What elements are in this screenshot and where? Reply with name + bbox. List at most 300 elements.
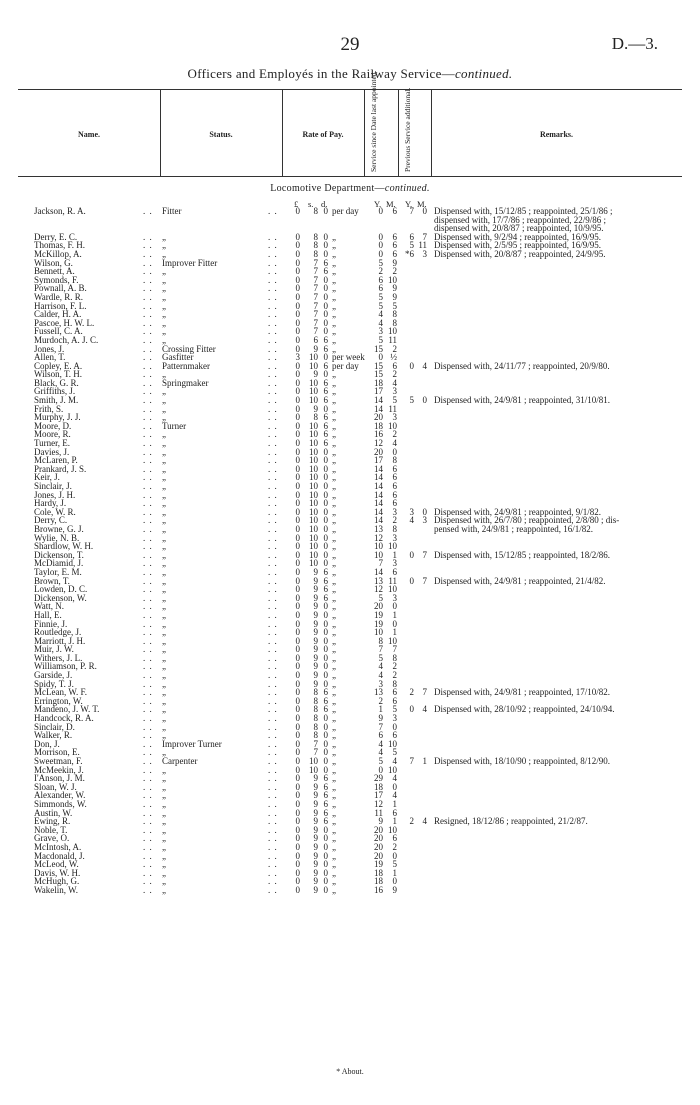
leader-dots: . . (143, 274, 153, 285)
leader-dots: . . (143, 756, 153, 766)
cell-name: Murdoch, A. J. C. (34, 334, 99, 345)
cell-sy: 15 (374, 360, 383, 371)
cell-sy: 20 (374, 850, 383, 861)
header-status: Status. (209, 130, 233, 139)
cell-ps: 7 (313, 326, 318, 337)
table-row (0, 482, 700, 491)
cell-pd: 0 (323, 730, 328, 741)
table-row (0, 611, 700, 620)
cell-name: Frith, S. (34, 403, 64, 414)
leader-dots: . . (143, 360, 153, 371)
leader-dots: . . (268, 824, 278, 835)
table-row (0, 714, 700, 723)
cell-name: Hall, E. (34, 609, 62, 620)
cell-pl: 0 (295, 291, 300, 302)
cell-pm: 7 (422, 231, 427, 242)
cell-name: Sloan, W. J. (34, 781, 77, 792)
cell-name: Pownall, A. B. (34, 283, 87, 294)
cell-pp: „ (332, 635, 336, 646)
table-row (0, 602, 700, 611)
cell-name: Thomas, F. H. (34, 240, 86, 251)
cell-sy: 10 (374, 541, 383, 552)
cell-sm: 1 (392, 867, 397, 878)
cell-sy: 20 (374, 412, 383, 423)
cell-sy: 13 (374, 523, 383, 534)
cell-rem: Dispensed with, 24/9/81 ; reappointed, 17/10/82. (434, 687, 610, 698)
cell-pl: 0 (295, 386, 300, 397)
cell-pd: 0 (323, 841, 328, 852)
leader-dots: . . (268, 300, 278, 311)
table-row (0, 740, 700, 749)
cell-sy: 17 (374, 386, 383, 397)
leader-dots: . . (268, 326, 278, 337)
cell-pd: 0 (323, 300, 328, 311)
cell-sy: 7 (378, 721, 383, 732)
cell-sm: 4 (392, 756, 397, 766)
cell-pd: 6 (323, 687, 328, 698)
cell-sm: 5 (392, 747, 397, 758)
cell-ps: 10 (309, 438, 318, 449)
cell-sm: 11 (388, 575, 397, 586)
table-row (0, 405, 700, 414)
leader-dots: . . (143, 472, 153, 483)
cell-sm: 0 (392, 850, 397, 861)
cell-sy: 5 (378, 592, 383, 603)
cell-pm: 4 (422, 704, 427, 715)
cell-status: „ (162, 309, 166, 320)
cell-pm: 7 (422, 549, 427, 560)
cell-sm: 2 (392, 266, 397, 277)
table-row (0, 757, 700, 766)
table-row (0, 809, 700, 818)
title-continued: continued. (454, 66, 513, 81)
cell-sm: 6 (392, 240, 397, 251)
cell-sy: 18 (374, 867, 383, 878)
cell-pp: „ (332, 274, 336, 285)
leader-dots: . . (143, 438, 153, 449)
cell-sy: 29 (374, 773, 383, 784)
cell-sm: 0 (392, 876, 397, 887)
cell-name: Symonds, F. (34, 274, 79, 285)
cell-ps: 7 (313, 257, 318, 268)
cell-sy: 0 (378, 206, 383, 216)
cell-sm: 10 (388, 824, 397, 835)
cell-pd: 0 (323, 635, 328, 646)
cell-status: Gasfitter (162, 352, 194, 363)
cell-rem: Dispensed with, 24/9/81 ; reappointed, 21/4/82. (434, 575, 606, 586)
cell-name: Spidy, T. J. (34, 678, 74, 689)
cell-pd: 0 (323, 738, 328, 749)
cell-sy: 2 (378, 266, 383, 277)
cell-rem: Dispensed with, 24/11/77 ; reappointed, 20/9/80. (434, 360, 610, 371)
cell-rem: Dispensed with, 28/10/92 ; reappointed, 24/10/94. (434, 704, 615, 715)
cell-sm: 3 (392, 532, 397, 543)
cell-name: Simmonds, W. (34, 798, 87, 809)
cell-pp: „ (332, 627, 336, 638)
cell-ps: 8 (313, 231, 318, 242)
cell-py: 2 (409, 816, 414, 827)
cell-sy: 0 (378, 240, 383, 251)
cell-sm: 3 (392, 386, 397, 397)
cell-pl: 0 (295, 713, 300, 724)
cell-sy: 4 (378, 317, 383, 328)
leader-dots: . . (268, 773, 278, 784)
cell-ps: 9 (313, 661, 318, 672)
leader-dots: . . (268, 334, 278, 345)
cell-pd: 0 (323, 884, 328, 895)
cell-name: Dickenson, W. (34, 592, 87, 603)
cell-pl: 0 (295, 257, 300, 268)
cell-sm: 5 (392, 859, 397, 870)
cell-pd: 0 (323, 661, 328, 672)
cell-sm: 10 (388, 738, 397, 749)
cell-name: Harrison, F. L. (34, 300, 87, 311)
cell-sy: 7 (378, 558, 383, 569)
table-row (0, 379, 700, 388)
cell-ps: 9 (313, 807, 318, 818)
cell-pd: 6 (323, 420, 328, 431)
cell-pd: 0 (323, 231, 328, 242)
leader-dots: . . (143, 627, 153, 638)
table-row (0, 370, 700, 379)
cell-pp: „ (332, 266, 336, 277)
cell-name: Black, G. R. (34, 377, 79, 388)
cell-ps: 7 (313, 738, 318, 749)
cell-name: Taylor, E. M. (34, 566, 82, 577)
cell-sm: 1 (392, 549, 397, 560)
cell-name: Wardle, R. R. (34, 291, 84, 302)
cell-ps: 7 (313, 747, 318, 758)
cell-rem: Dispensed with, 24/9/81 ; reappointed, 31/10/81. (434, 395, 610, 406)
cell-sm: 3 (392, 558, 397, 569)
cell-status: „ (162, 833, 166, 844)
cell-ps: 10 (309, 455, 318, 466)
cell-sm: 6 (392, 231, 397, 242)
cell-pp: „ (332, 867, 336, 878)
cell-pp: „ (332, 558, 336, 569)
cell-status: „ (162, 472, 166, 483)
employee-table (0, 207, 700, 895)
leader-dots: . . (143, 463, 153, 474)
cell-sm: 10 (388, 420, 397, 431)
cell-sy: 15 (374, 369, 383, 380)
leader-dots: . . (268, 841, 278, 852)
table-row (0, 843, 700, 852)
cell-pl: 0 (295, 300, 300, 311)
cell-pl: 0 (295, 764, 300, 775)
cell-py: 7 (409, 756, 414, 766)
cell-rem: Dispensed with, 20/8/87 ; reappointed, 24/9/95. (434, 248, 606, 259)
cell-pp: „ (332, 816, 336, 827)
cell-pl: 0 (295, 420, 300, 431)
cell-status: „ (162, 850, 166, 861)
cell-pl: 0 (295, 644, 300, 655)
leader-dots: . . (143, 584, 153, 595)
cell-ps: 7 (313, 300, 318, 311)
cell-pd: 6 (323, 429, 328, 440)
cell-pd: 0 (323, 463, 328, 474)
cell-sm: 2 (392, 343, 397, 354)
cell-pl: 0 (295, 489, 300, 500)
leader-dots: . . (143, 867, 153, 878)
cell-sy: 18 (374, 781, 383, 792)
cell-name: Williamson, P. R. (34, 661, 97, 672)
cell-pm: 0 (422, 206, 427, 216)
cell-name: McLeod, W. (34, 859, 79, 870)
cell-pd: 0 (323, 678, 328, 689)
cell-pl: 0 (295, 790, 300, 801)
cell-ps: 10 (309, 420, 318, 431)
leader-dots: . . (268, 523, 278, 534)
table-row (0, 439, 700, 448)
column-divider (364, 89, 365, 176)
cell-ps: 9 (313, 773, 318, 784)
cell-status: „ (162, 652, 166, 663)
cell-status: Carpenter (162, 756, 198, 766)
footnote: * About. (336, 1067, 364, 1076)
cell-status: „ (162, 541, 166, 552)
cell-sy: 20 (374, 824, 383, 835)
table-row (0, 852, 700, 861)
cell-rem: Dispensed with, 18/10/90 ; reappointed, 8/12/90. (434, 756, 610, 766)
cell-pp: „ (332, 678, 336, 689)
cell-status: „ (162, 549, 166, 560)
cell-sm: 10 (388, 326, 397, 337)
leader-dots: . . (143, 859, 153, 870)
cell-name: Derry, C. (34, 515, 68, 526)
leader-dots: . . (143, 592, 153, 603)
cell-name: McDiamid, J. (34, 558, 84, 569)
table-row (0, 594, 700, 603)
unit-pence: d. (321, 199, 328, 209)
leader-dots: . . (268, 429, 278, 440)
cell-sm: 9 (392, 257, 397, 268)
cell-ps: 8 (313, 721, 318, 732)
cell-status: „ (162, 618, 166, 629)
cell-sy: 4 (378, 661, 383, 672)
cell-status: „ (162, 240, 166, 251)
cell-pl: 0 (295, 798, 300, 809)
cell-status: „ (162, 463, 166, 474)
cell-pl: 0 (295, 317, 300, 328)
cell-status: „ (162, 446, 166, 457)
cell-pp: „ (332, 807, 336, 818)
leader-dots: . . (143, 644, 153, 655)
cell-pl: 0 (295, 429, 300, 440)
cell-pd: 0 (323, 446, 328, 457)
leader-dots: . . (143, 824, 153, 835)
leader-dots: . . (268, 798, 278, 809)
cell-sy: 14 (374, 472, 383, 483)
cell-pd: 6 (323, 790, 328, 801)
cell-status: „ (162, 481, 166, 491)
leader-dots: . . (143, 790, 153, 801)
leader-dots: . . (268, 627, 278, 638)
leader-dots: . . (143, 515, 153, 526)
cell-ps: 8 (313, 206, 318, 216)
table-row (0, 800, 700, 809)
page-number: 29 (340, 34, 360, 55)
cell-pd: 0 (323, 352, 328, 363)
cell-pd: 6 (323, 695, 328, 706)
cell-py: 4 (409, 515, 414, 526)
cell-rem: Dispensed with, 26/7/80 ; reappointed, 2/8/80 ; dis- (434, 515, 620, 526)
cell-pd: 0 (323, 850, 328, 861)
cell-sy: 17 (374, 790, 383, 801)
cell-ps: 10 (309, 352, 318, 363)
table-row (0, 620, 700, 629)
cell-pp: „ (332, 523, 336, 534)
cell-ps: 9 (313, 798, 318, 809)
cell-sy: 14 (374, 463, 383, 474)
cell-pp: „ (332, 429, 336, 440)
leader-dots: . . (143, 300, 153, 311)
cell-sm: 2 (392, 429, 397, 440)
cell-sy: 6 (378, 283, 383, 294)
leader-dots: . . (268, 489, 278, 500)
cell-status: „ (162, 695, 166, 706)
cell-pl: 0 (295, 738, 300, 749)
cell-sm: 10 (388, 541, 397, 552)
cell-sy: 4 (378, 747, 383, 758)
cell-pl: 0 (295, 695, 300, 706)
leader-dots: . . (143, 403, 153, 414)
cell-pd: 0 (323, 455, 328, 466)
cell-py: 5 (409, 240, 414, 251)
leader-dots: . . (268, 816, 278, 827)
cell-rem: Dispensed with, 9/2/94 ; reappointed, 16/9/95. (434, 231, 601, 242)
cell-name: Davies, J. (34, 446, 70, 457)
cell-sm: 3 (392, 713, 397, 724)
leader-dots: . . (143, 833, 153, 844)
cell-status: „ (162, 326, 166, 337)
cell-pd: 0 (323, 549, 328, 560)
leader-dots: . . (268, 515, 278, 526)
cell-pl: 0 (295, 412, 300, 423)
cell-pd: 6 (323, 592, 328, 603)
unit-years-prev: Y. (405, 199, 413, 209)
cell-pp: „ (332, 317, 336, 328)
cell-ps: 9 (313, 627, 318, 638)
cell-ps: 10 (309, 472, 318, 483)
cell-pp: „ (332, 859, 336, 870)
cell-ps: 10 (309, 498, 318, 509)
cell-pl: 0 (295, 266, 300, 277)
cell-pm: 4 (422, 360, 427, 371)
cell-pd: 0 (323, 515, 328, 526)
cell-name: Murphy, J. J. (34, 412, 81, 423)
table-row (0, 396, 700, 405)
cell-sm: 0 (392, 781, 397, 792)
page-title (0, 66, 700, 82)
cell-ps: 9 (313, 859, 318, 870)
table-row (0, 662, 700, 671)
cell-pp: „ (332, 747, 336, 758)
cell-pp: „ (332, 592, 336, 603)
cell-ps: 8 (313, 687, 318, 698)
cell-sm: 6 (392, 248, 397, 259)
cell-ps: 9 (313, 601, 318, 612)
cell-ps: 10 (309, 515, 318, 526)
cell-ps: 9 (313, 652, 318, 663)
cell-pl: 0 (295, 248, 300, 259)
leader-dots: . . (143, 369, 153, 380)
cell-status: „ (162, 558, 166, 569)
cell-sm: 6 (392, 489, 397, 500)
cell-status: „ (162, 369, 166, 380)
leader-dots: . . (268, 678, 278, 689)
cell-pp: „ (332, 386, 336, 397)
cell-pl: 0 (295, 850, 300, 861)
cell-name: Ewing, R. (34, 816, 71, 827)
cell-pd: 0 (323, 867, 328, 878)
leader-dots: . . (143, 481, 153, 491)
cell-sm: 6 (392, 360, 397, 371)
table-row (0, 723, 700, 732)
cell-pl: 0 (295, 884, 300, 895)
cell-pp: „ (332, 670, 336, 681)
cell-pm: 4 (422, 816, 427, 827)
cell-pp: „ (332, 644, 336, 655)
cell-sm: 6 (392, 463, 397, 474)
cell-sm: 0 (392, 721, 397, 732)
cell-sm: 9 (392, 283, 397, 294)
cell-pd: 6 (323, 266, 328, 277)
leader-dots: . . (268, 403, 278, 414)
table-row (0, 731, 700, 740)
cell-sy: 4 (378, 309, 383, 320)
cell-pl: 0 (295, 635, 300, 646)
leader-dots: . . (268, 420, 278, 431)
leader-dots: . . (143, 704, 153, 715)
cell-name: Brown, T. (34, 575, 70, 586)
cell-sy: 18 (374, 377, 383, 388)
cell-pl: 0 (295, 601, 300, 612)
leader-dots: . . (268, 652, 278, 663)
cell-status: „ (162, 730, 166, 741)
cell-status: Improver Fitter (162, 257, 218, 268)
cell-pp: „ (332, 824, 336, 835)
cell-pd: 0 (323, 506, 328, 517)
cell-pd: 0 (323, 618, 328, 629)
leader-dots: . . (143, 240, 153, 251)
cell-name: Errington, W. (34, 695, 83, 706)
cell-pp: „ (332, 515, 336, 526)
table-row (0, 473, 700, 482)
cell-pm: 3 (422, 515, 427, 526)
cell-pl: 0 (295, 558, 300, 569)
leader-dots: . . (143, 412, 153, 423)
cell-sm: 8 (392, 523, 397, 534)
leader-dots: . . (268, 309, 278, 320)
cell-sy: 14 (374, 506, 383, 517)
leader-dots: . . (268, 498, 278, 509)
cell-ps: 7 (313, 283, 318, 294)
cell-sm: 10 (388, 635, 397, 646)
cell-pd: 0 (323, 721, 328, 732)
cell-status: „ (162, 386, 166, 397)
cell-pl: 0 (295, 592, 300, 603)
table-row (0, 774, 700, 783)
cell-sy: 15 (374, 343, 383, 354)
cell-pp: „ (332, 850, 336, 861)
cell-sy: 10 (374, 549, 383, 560)
cell-pd: 0 (323, 403, 328, 414)
leader-dots: . . (143, 326, 153, 337)
leader-dots: . . (268, 343, 278, 354)
leader-dots: . . (143, 266, 153, 277)
cell-ps: 8 (313, 695, 318, 706)
